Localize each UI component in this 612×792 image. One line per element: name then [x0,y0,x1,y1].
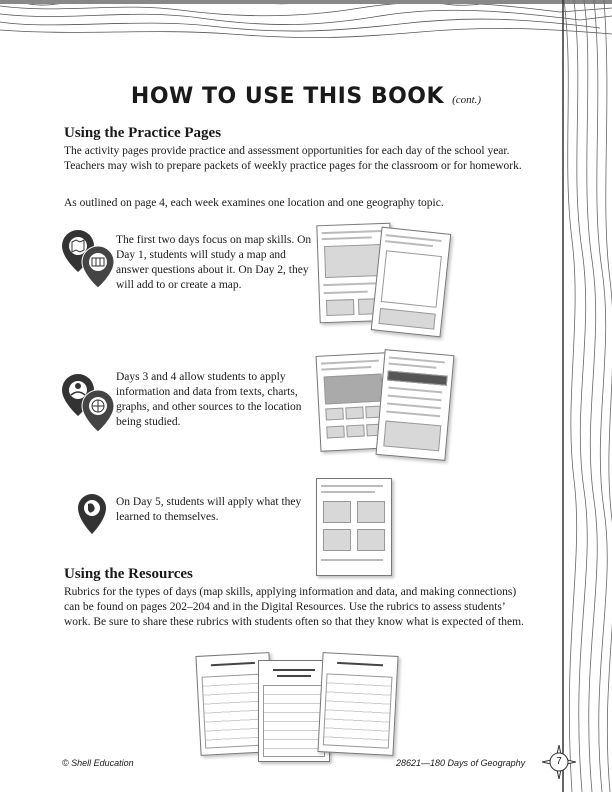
practice-page-thumbnail [376,349,455,461]
practice-page-thumbnail [371,227,451,338]
practice-heading: Using the Practice Pages [64,125,222,141]
page-title [0,84,612,109]
topographic-border-top [0,0,612,40]
rubric-thumbnail [317,652,398,756]
map-skills-text: The first two days focus on map skills. On Day 1, students will study a map and answer questions about it. On Day 2, they will add to or create a map. [116,234,312,291]
page-title-cont: (cont.) [452,94,482,106]
page-title-main: HOW TO USE THIS BOOK [130,84,445,109]
topographic-border-right [560,0,612,792]
practice-page-thumbnail [316,478,392,576]
resources-paragraph: Rubrics for the types of days (map skills, applying information and data, and making connections) can be found on pages 202–204 and in the Digital Resources. Use the rubrics to assess students’ work. Be sure to share these rubrics with students often so that they know what is expected of them. [64,586,524,628]
day5-text: On Day 5, students will apply what they learned to themselves. [116,496,302,523]
resources-heading: Using the Resources [64,566,193,582]
footer-book-code: 28621—180 Days of Geography [396,758,526,768]
globe-icon [76,492,108,538]
data-days-text: Days 3 and 4 allow students to apply information and data from texts, charts, graphs, and other sources to the location being studied. [116,371,302,428]
page-number: 7 [556,756,562,767]
map-icon [60,228,120,292]
practice-paragraph-1: The activity pages provide practice and assessment opportunities for each day of the school year. Teachers may wish to prepare packets of weekly practice pages for the classroom or for homework. [64,145,522,172]
footer-publisher: © Shell Education [62,758,134,768]
reading-icon [60,372,120,436]
practice-paragraph-2: As outlined on page 4, each week examines one location and one geography topic. [64,197,444,209]
